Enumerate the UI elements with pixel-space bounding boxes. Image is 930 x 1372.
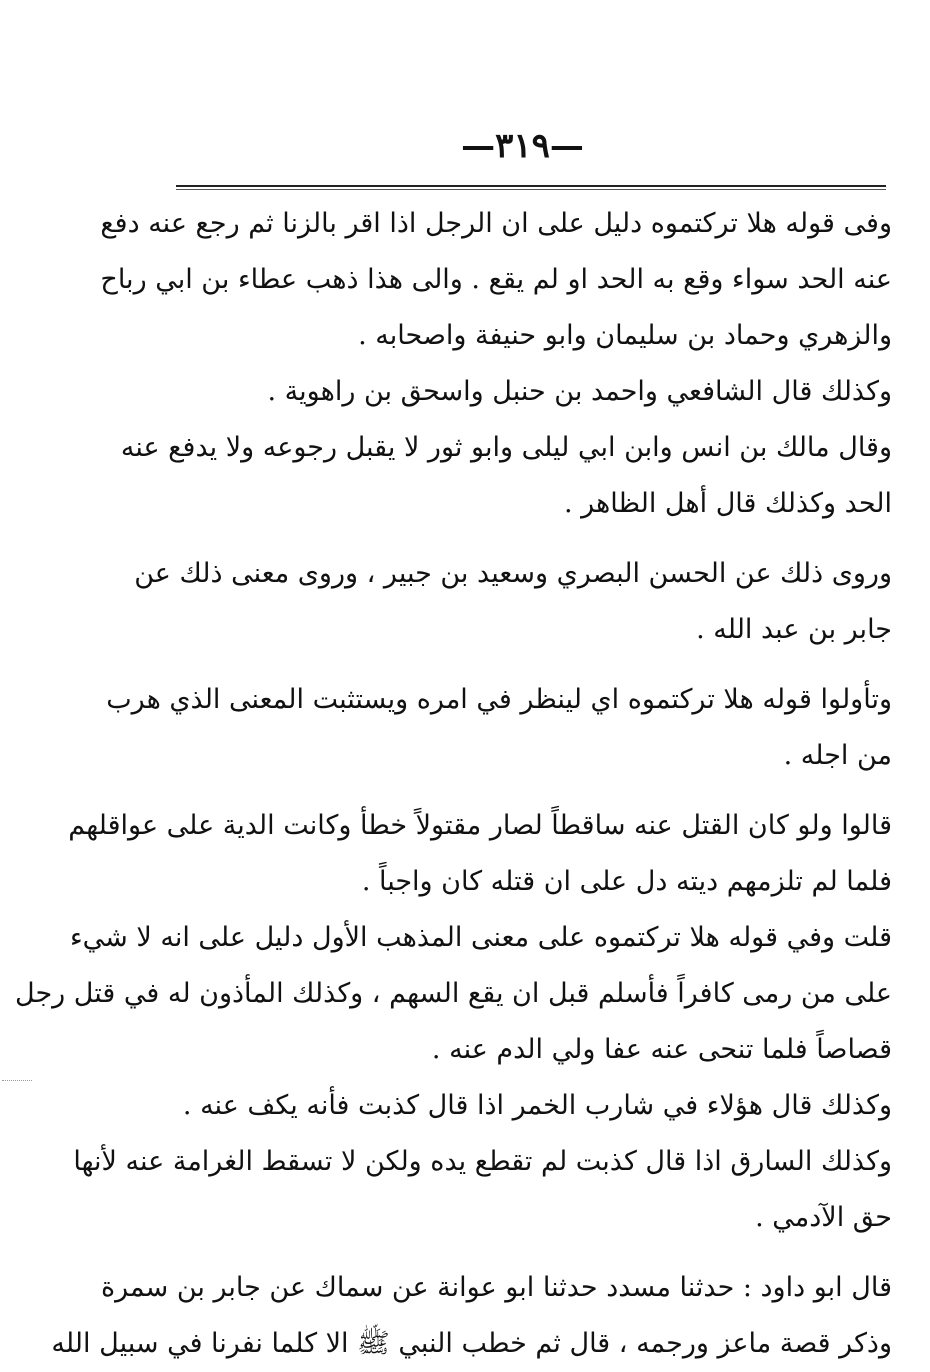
text-line: من اجله . [783, 740, 892, 771]
text-line: قلت وفي قوله هلا تركتموه على معنى المذهب الأول دليل على انه لا شيء [69, 922, 892, 953]
paragraph [73, 1078, 892, 1246]
page-number: —٣١٩— [461, 126, 584, 166]
header-rule-thin [176, 189, 886, 190]
text-line: قال ابو داود : حدثنا مسدد حدثنا ابو عوانة عن سماك عن جابر بن سمرة [100, 1272, 892, 1303]
text-line: عنه الحد سواء وقع به الحد او لم يقع . والى هذا ذهب عطاء بن ابي رباح [100, 264, 892, 295]
paragraph [15, 910, 892, 1078]
paragraph [134, 546, 892, 658]
paragraph [106, 672, 892, 784]
text-line: على من رمى كافراً فأسلم قبل ان يقع السهم ، وكذلك المأذون له في قتل رجل [15, 978, 892, 1009]
text-line: الحد وكذلك قال أهل الظاهر . [563, 488, 892, 519]
paragraph [51, 1260, 892, 1372]
text-line: حق الآدمي . [755, 1202, 892, 1233]
paragraph [100, 196, 892, 364]
text-line: وقال مالك بن انس وابن ابي ليلى وابو ثور لا يقبل رجوعه ولا يدفع عنه [120, 432, 892, 463]
text-line: فلما لم تلزمهم ديته دل على ان قتله كان واجباً . [361, 866, 892, 897]
text-line: وفى قوله هلا تركتموه دليل على ان الرجل اذا اقر بالزنا ثم رجع عنه دفع [100, 208, 892, 239]
text-line: وذكر قصة ماعز ورجمه ، قال ثم خطب النبي ﷺ الا كلما نفرنا في سبيل الله [51, 1328, 892, 1359]
text-line: قصاصاً فلما تنحى عنه عفا ولي الدم عنه . [431, 1034, 892, 1065]
margin-mark [2, 1080, 32, 1089]
header-rule [176, 185, 886, 187]
text-line: وكذلك قال الشافعي واحمد بن حنبل واسحق بن راهوية . [267, 376, 892, 407]
text-line: والزهري وحماد بن سليمان وابو حنيفة واصحابه . [358, 320, 892, 351]
text-line: جابر بن عبد الله . [696, 614, 892, 645]
text-line: وكذلك قال هؤلاء في شارب الخمر اذا قال كذبت فأنه يكف عنه . [182, 1090, 892, 1121]
paragraph [120, 420, 892, 532]
paragraph [68, 798, 892, 910]
body-text [15, 196, 892, 1372]
text-line: قالوا ولو كان القتل عنه ساقطاً لصار مقتولاً خطأ وكانت الدية على عواقلهم [68, 810, 892, 841]
text-line: وتأولوا قوله هلا تركتموه اي لينظر في امره ويستثبت المعنى الذي هرب [106, 684, 892, 715]
paragraph [192, 364, 892, 420]
text-line: وكذلك السارق اذا قال كذبت لم تقطع يده ولكن لا تسقط الغرامة عنه لأنها [73, 1146, 892, 1177]
text-line: وروى ذلك عن الحسن البصري وسعيد بن جبير ، وروى معنى ذلك عن [134, 558, 892, 589]
